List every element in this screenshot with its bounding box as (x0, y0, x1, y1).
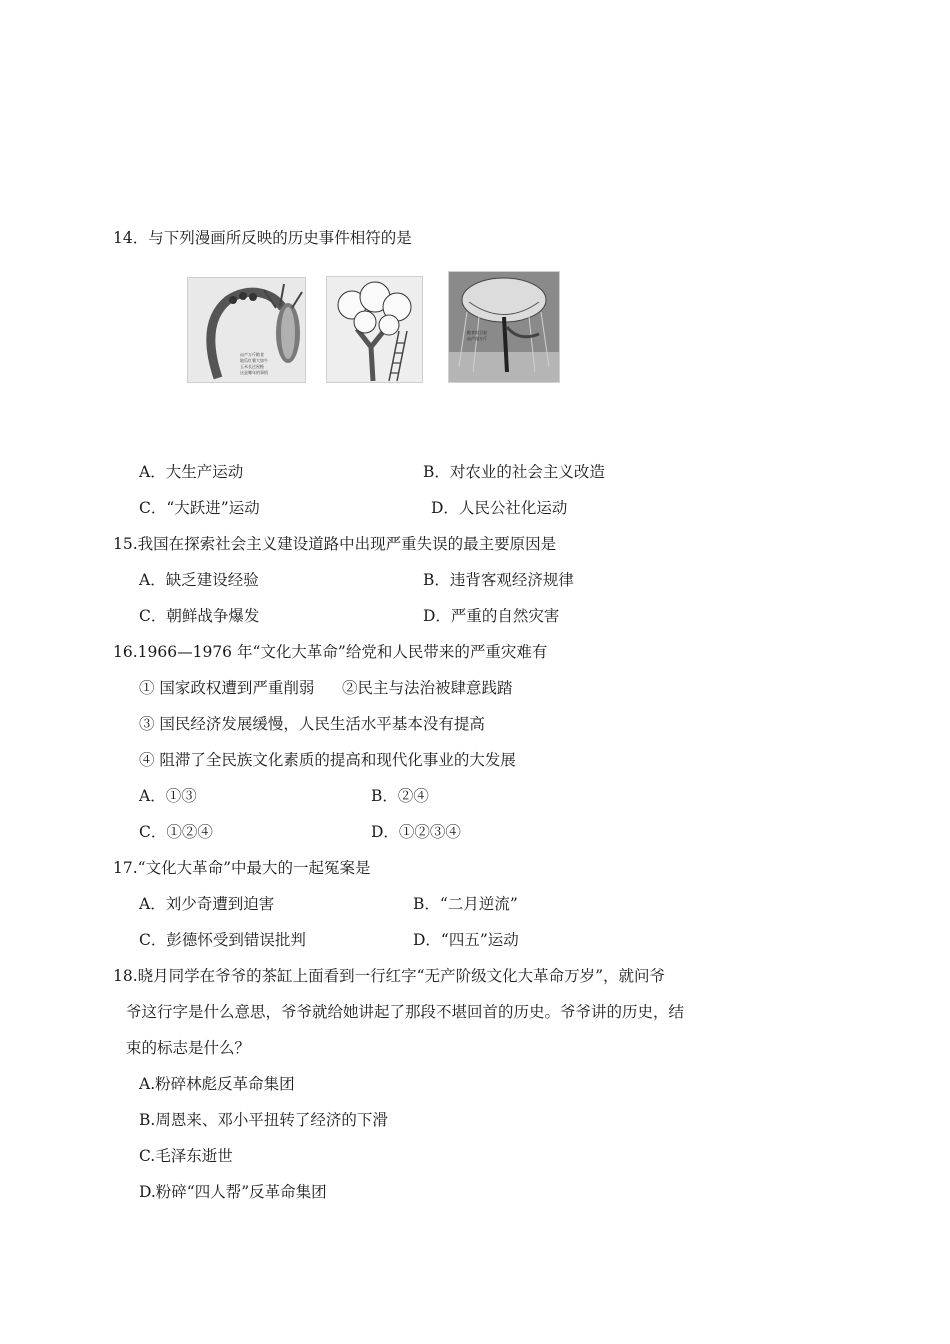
q17-option-a: A．刘少奇遭到迫害 (139, 895, 275, 913)
q16-option-c: C．①②④ (139, 823, 213, 841)
cartoon-grain-satellite-image (448, 271, 560, 383)
q18-option-a: A.粉碎林彪反革命集团 (139, 1075, 295, 1093)
q18-stem-line-3: 束的标志是什么？ (126, 1039, 251, 1057)
q16-item-4: ④ 阻滞了全民族文化素质的提高和现代化事业的大发展 (139, 751, 516, 769)
cartoon-cotton-tree-image (326, 276, 423, 383)
q16-option-d: D．①②③④ (371, 823, 461, 841)
q14-option-c: C．“大跃进”运动 (139, 499, 260, 517)
q15-option-d: D．严重的自然灾害 (423, 607, 560, 625)
q18-option-c: C.毛泽东逝世 (139, 1147, 233, 1165)
q16-stem: 16.1966—1976 年“文化大革命”给党和人民带来的严重灾难有 (113, 643, 548, 661)
q16-option-a: A．①③ (139, 787, 197, 805)
cartoon1-caption-line2: 地瓜红薯大如牛 (240, 358, 268, 363)
cartoon3-caption-line2: 亩产超万斤 (467, 336, 487, 341)
q18-option-b: B.周恩来、邓小平扭转了经济的下滑 (139, 1111, 388, 1129)
cartoon-corn-image (187, 277, 306, 383)
q16-item-3: ③ 国民经济发展缓慢，人民生活水平基本没有提高 (139, 715, 485, 733)
q15-option-a: A．缺乏建设经验 (139, 571, 259, 589)
q17-stem: 17.“文化大革命”中最大的一起冤案是 (113, 859, 371, 877)
cartoon3-caption-line1: 粮食放卫星 (467, 330, 487, 335)
q15-option-b: B．违背客观经济规律 (423, 571, 574, 589)
cartoon1-caption-line1: 亩产万斤粮食 (240, 352, 264, 357)
q18-option-d: D.粉碎“四人帮”反革命集团 (139, 1183, 327, 1201)
q15-stem: 15.我国在探索社会主义建设道路中出现严重失误的最主要原因是 (113, 535, 557, 553)
q16-item-1: ① 国家政权遭到严重削弱 (139, 679, 315, 697)
q14-option-d: D．人民公社化运动 (431, 499, 568, 517)
q18-stem-line-1: 18.晓月同学在爷爷的茶缸上面看到一行红字“无产阶级文化大革命万岁”，就问爷 (113, 967, 666, 985)
q16-item-2: ②民主与法治被肆意践踏 (342, 679, 513, 697)
q18-stem-line-2: 爷这行字是什么意思，爷爷就给她讲起了那段不堪回首的历史。爷爷讲的历史，结 (126, 1003, 685, 1021)
cartoon1-caption-line4: 这是哪年的事情 (240, 370, 268, 375)
q14-stem: 14．与下列漫画所反映的历史事件相符的是 (113, 229, 412, 247)
q14-option-a: A．大生产运动 (139, 463, 244, 481)
q17-option-b: B．“二月逆流” (413, 895, 518, 913)
q16-option-b: B．②④ (371, 787, 429, 805)
q17-option-d: D．“四五”运动 (413, 931, 519, 949)
q15-option-c: C．朝鲜战争爆发 (139, 607, 260, 625)
cartoon1-caption-line3: 玉米长过屋檐 (240, 364, 264, 369)
q17-option-c: C．彭德怀受到错误批判 (139, 931, 306, 949)
q14-option-b: B．对农业的社会主义改造 (423, 463, 605, 481)
